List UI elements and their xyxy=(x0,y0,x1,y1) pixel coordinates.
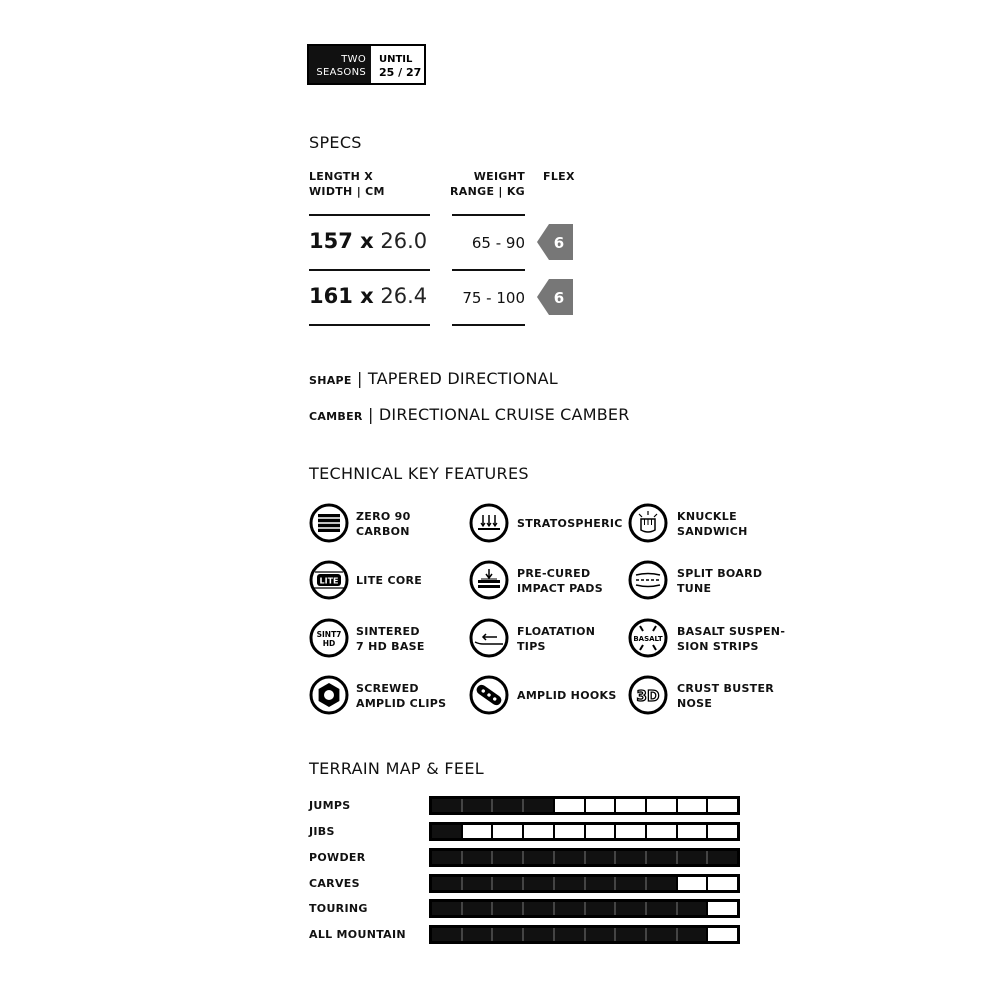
lite-core-icon xyxy=(309,560,349,600)
bar-segment-empty xyxy=(706,928,737,941)
bar-segment-filled xyxy=(614,928,645,941)
bar-segment-filled xyxy=(491,851,522,864)
hex-screw-icon xyxy=(309,675,349,715)
bar-segment-filled xyxy=(584,877,615,890)
bar-segment-empty xyxy=(461,825,492,838)
spec-length: 157 x xyxy=(309,229,374,253)
col-weight-header-1: WEIGHT xyxy=(473,170,525,183)
bar-segment-filled xyxy=(432,877,461,890)
bar-segment-filled xyxy=(461,902,492,915)
bar-segment-filled xyxy=(584,851,615,864)
shape-value: | TAPERED DIRECTIONAL xyxy=(357,369,558,388)
terrain-label-touring: TOURING xyxy=(309,902,368,915)
camber-line xyxy=(309,405,630,424)
spec-width: 26.0 xyxy=(380,229,428,253)
feature-label-line1: BASALT SUSPEN- xyxy=(677,625,786,638)
feature-floatation-tips xyxy=(517,624,595,654)
bar-segment-empty xyxy=(676,825,707,838)
feature-sintered-base xyxy=(356,624,425,654)
bar-segment-filled xyxy=(553,877,584,890)
spec-length: 161 x xyxy=(309,284,374,308)
sintered-base-icon xyxy=(309,618,349,658)
specs-title: SPECS xyxy=(309,133,362,152)
terrain-label-powder: POWDER xyxy=(309,851,366,864)
feature-label-line2: SANDWICH xyxy=(677,525,748,538)
bar-segment-empty xyxy=(491,825,522,838)
bar-segment-filled xyxy=(432,825,461,838)
bar-segment-empty xyxy=(584,799,615,812)
divider xyxy=(452,214,525,216)
feature-label-line1: CRUST BUSTER xyxy=(677,682,775,695)
bar-segment-empty xyxy=(614,825,645,838)
feature-screwed-clips xyxy=(356,681,446,711)
divider xyxy=(309,324,430,326)
icon-text: LITE xyxy=(319,576,339,586)
bar-segment-empty xyxy=(553,825,584,838)
shape-line xyxy=(309,369,558,388)
bar-segment-filled xyxy=(491,877,522,890)
feature-impact-pads xyxy=(517,566,603,596)
knuckle-sandwich-icon xyxy=(628,503,668,543)
bar-segment-filled xyxy=(706,851,737,864)
feature-label-line2: 7 HD BASE xyxy=(356,640,425,653)
bar-segment-filled xyxy=(584,928,615,941)
divider xyxy=(452,269,525,271)
badge-text-until: UNTIL xyxy=(379,54,413,65)
bar-segment-empty xyxy=(645,799,676,812)
badge-text-years: 25 / 27 xyxy=(379,66,422,79)
icon-text: SINT7 xyxy=(316,630,342,639)
bar-segment-filled xyxy=(461,851,492,864)
feature-zero90-carbon xyxy=(356,509,411,539)
divider xyxy=(309,214,430,216)
bar-segment-filled xyxy=(614,877,645,890)
bar-segment-empty xyxy=(706,825,737,838)
bar-segment-filled xyxy=(553,928,584,941)
camber-key: CAMBER xyxy=(309,410,363,423)
bar-segment-filled xyxy=(432,902,461,915)
bar-segment-empty xyxy=(584,825,615,838)
bar-segment-empty xyxy=(553,799,584,812)
features-title: TECHNICAL KEY FEATURES xyxy=(309,464,529,483)
floatation-tips-icon xyxy=(469,618,509,658)
amplid-hooks-icon xyxy=(469,675,509,715)
icon-text: HD xyxy=(322,639,336,648)
bar-segment-filled xyxy=(645,902,676,915)
feature-label-line1: SCREWED xyxy=(356,682,419,695)
feature-amplid-hooks xyxy=(517,688,617,703)
bar-segment-filled xyxy=(432,928,461,941)
terrain-bar-jibs xyxy=(429,822,740,841)
bar-segment-filled xyxy=(676,851,707,864)
feature-stratospheric xyxy=(517,516,623,531)
bar-segment-empty xyxy=(522,825,553,838)
bar-segment-empty xyxy=(614,799,645,812)
crust-buster-icon xyxy=(628,675,668,715)
season-badge xyxy=(307,44,426,85)
terrain-bar-powder xyxy=(429,848,740,867)
terrain-bar-all-mountain xyxy=(429,925,740,944)
terrain-title: TERRAIN MAP & FEEL xyxy=(309,759,484,778)
bar-segment-filled xyxy=(614,851,645,864)
badge-text-seasons: SEASONS xyxy=(316,67,366,78)
feature-basalt-strips xyxy=(677,624,785,654)
terrain-label-carves: CARVES xyxy=(309,877,360,890)
icon-text: BASALT xyxy=(633,635,663,643)
bar-segment-filled xyxy=(522,928,553,941)
bar-segment-filled xyxy=(676,902,707,915)
feature-crust-buster xyxy=(677,681,774,711)
bar-segment-empty xyxy=(676,877,707,890)
feature-label-line1: SPLIT BOARD xyxy=(677,567,763,580)
bar-segment-empty xyxy=(676,799,707,812)
icon-text: 3D xyxy=(636,687,660,705)
feature-label-line1: STRATOSPHERIC xyxy=(517,517,623,530)
basalt-strips-icon xyxy=(628,618,668,658)
spec-size-157 xyxy=(309,229,427,253)
badge-left xyxy=(309,46,371,83)
col-weight-header xyxy=(445,169,525,199)
flex-value: 6 xyxy=(553,234,565,252)
bar-segment-empty xyxy=(706,799,737,812)
spec-width: 26.4 xyxy=(380,284,428,308)
terrain-label-jumps: JUMPS xyxy=(309,799,351,812)
zero90-carbon-icon xyxy=(309,503,349,543)
bar-segment-filled xyxy=(491,902,522,915)
feature-split-board xyxy=(677,566,762,596)
bar-segment-empty xyxy=(706,902,737,915)
feature-label-line2: TUNE xyxy=(677,582,712,595)
feature-label-line1: AMPLID HOOKS xyxy=(517,689,617,702)
terrain-label-all-mountain: ALL MOUNTAIN xyxy=(309,928,406,941)
impact-pads-icon xyxy=(469,560,509,600)
flex-tag-icon xyxy=(537,279,573,315)
bar-segment-filled xyxy=(432,799,461,812)
bar-segment-filled xyxy=(491,928,522,941)
spec-size-161 xyxy=(309,284,427,308)
terrain-bar-carves xyxy=(429,874,740,893)
flex-value: 6 xyxy=(553,289,565,307)
feature-label-line2: AMPLID CLIPS xyxy=(356,697,447,710)
feature-label-line1: ZERO 90 xyxy=(356,510,411,523)
camber-value: | DIRECTIONAL CRUISE CAMBER xyxy=(368,405,630,424)
bar-segment-filled xyxy=(676,928,707,941)
bar-segment-filled xyxy=(522,902,553,915)
bar-segment-filled xyxy=(491,799,522,812)
feature-label-line1: LITE CORE xyxy=(356,574,423,587)
terrain-label-jibs: JIBS xyxy=(309,825,335,838)
feature-label-line2: NOSE xyxy=(677,697,713,710)
bar-segment-filled xyxy=(645,928,676,941)
col-flex-header: FLEX xyxy=(543,170,575,183)
bar-segment-filled xyxy=(584,902,615,915)
bar-segment-empty xyxy=(645,825,676,838)
bar-segment-filled xyxy=(461,799,492,812)
bar-segment-empty xyxy=(706,877,737,890)
bar-segment-filled xyxy=(461,928,492,941)
col-weight-header-2: RANGE | KG xyxy=(450,185,525,198)
bar-segment-filled xyxy=(522,877,553,890)
feature-label-line1: KNUCKLE xyxy=(677,510,737,523)
bar-segment-filled xyxy=(522,799,553,812)
shape-key: SHAPE xyxy=(309,374,352,387)
bar-segment-filled xyxy=(432,851,461,864)
col-size-header xyxy=(309,169,385,199)
bar-segment-filled xyxy=(461,877,492,890)
badge-text-two: TWO xyxy=(341,54,366,65)
stratospheric-icon xyxy=(469,503,509,543)
terrain-bar-jumps xyxy=(429,796,740,815)
divider xyxy=(309,269,430,271)
bar-segment-filled xyxy=(553,851,584,864)
feature-label-line1: FLOATATION xyxy=(517,625,596,638)
flex-tag-icon xyxy=(537,224,573,260)
feature-label-line1: PRE-CURED xyxy=(517,567,591,580)
feature-label-line2: IMPACT PADS xyxy=(517,582,603,595)
bar-segment-filled xyxy=(645,877,676,890)
bar-segment-filled xyxy=(614,902,645,915)
bar-segment-filled xyxy=(553,902,584,915)
divider xyxy=(452,324,525,326)
spec-weight: 65 - 90 xyxy=(471,234,525,252)
terrain-bar-touring xyxy=(429,899,740,918)
feature-label-line1: SINTERED xyxy=(356,625,420,638)
bar-segment-filled xyxy=(645,851,676,864)
bar-segment-filled xyxy=(522,851,553,864)
col-size-header-1: LENGTH X xyxy=(309,170,373,183)
feature-knuckle-sandwich xyxy=(677,509,748,539)
spec-weight: 75 - 100 xyxy=(462,289,525,307)
feature-label-line2: CARBON xyxy=(356,525,410,538)
split-board-icon xyxy=(628,560,668,600)
feature-lite-core xyxy=(356,573,422,588)
feature-label-line2: TIPS xyxy=(517,640,546,653)
badge-right xyxy=(371,46,424,83)
col-size-header-2: WIDTH | CM xyxy=(309,185,385,198)
feature-label-line2: SION STRIPS xyxy=(677,640,759,653)
